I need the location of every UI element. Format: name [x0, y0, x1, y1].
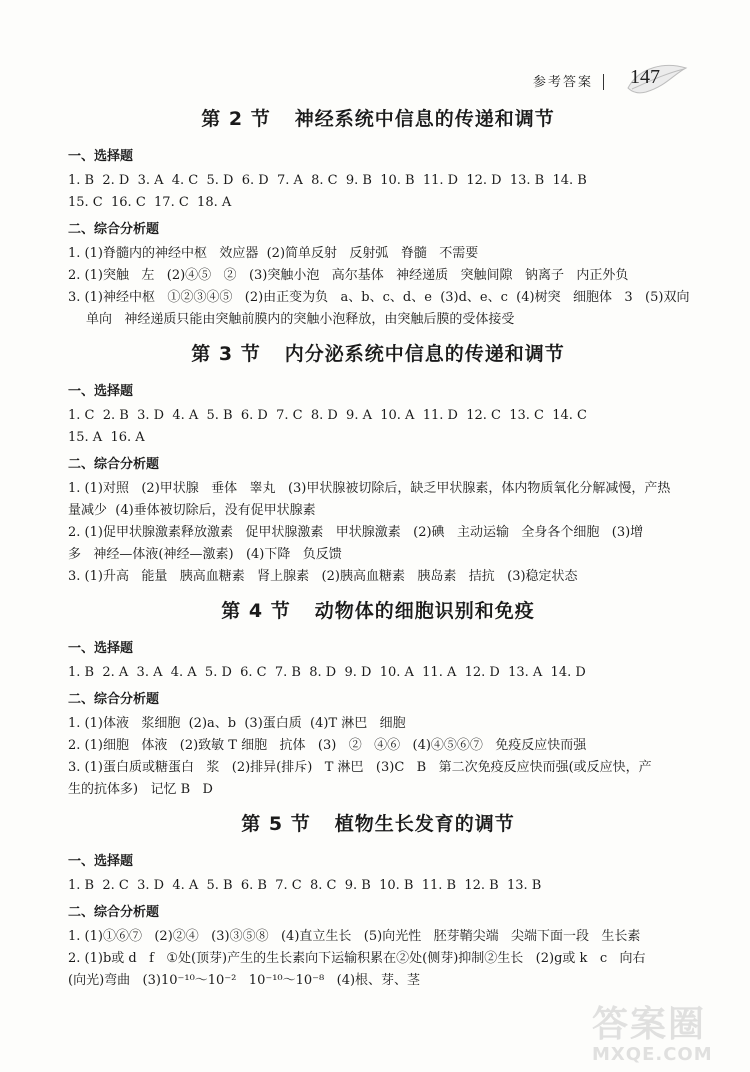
answer-line: 1. (1)体液 浆细胞 (2)a、b (3)蛋白质 (4)T 淋巴 细胞	[68, 716, 406, 731]
page-number: 147	[630, 66, 660, 88]
section-name: 神经系统中信息的传递和调节	[294, 108, 555, 130]
answer-line: (向光)弯曲 (3)10⁻¹⁰～10⁻² 10⁻¹⁰～10⁻⁸ (4)根、芽、茎	[68, 973, 421, 988]
answer-line: 3. (1)神经中枢 ①②③④⑤ (2)由正变为负 a、b、c、d、e (3)d、e、c (4)树突 细胞体 3 (5)双向	[68, 290, 690, 305]
section-number: 第 4 节	[221, 600, 291, 622]
answer-line: 2. (1)突触 左 (2)④⑤ ② (3)突触小泡 高尔基体 神经递质 突触间隙 钠离子 内正外负	[68, 268, 629, 283]
answer-line: 3. (1)蛋白质或糖蛋白 浆 (2)排异(排斥) T 淋巴 (3)C B 第二次免疫反应快而强(或反应快，产	[68, 760, 652, 775]
answer-line: 2. (1)细胞 体液 (2)致敏 T 细胞 抗体 (3) ② ④⑥ (4)④⑤⑥⑦ 免疫反应快而强	[68, 738, 587, 753]
answer-content	[68, 100, 688, 1000]
answer-line: 3. (1)升高 能量 胰高血糖素 肾上腺素 (2)胰高血糖素 胰岛素 拮抗 (3)稳定状态	[68, 569, 578, 584]
section-number: 第 2 节	[201, 108, 271, 130]
analysis-heading: 二、综合分析题	[68, 222, 160, 237]
answer-line: 1. (1)对照 (2)甲状腺 垂体 睾丸 (3)甲状腺被切除后，缺乏甲状腺素，体内物质氧化分解减慢，产热	[68, 481, 671, 496]
choice-heading: 一、选择题	[68, 641, 134, 656]
answer-line: 2. (1)b或 d f ①处(顶芽)产生的生长素向下运输积累在②处(侧芽)抑制②生长 (2)g或 k c 向右	[68, 951, 646, 966]
section-name: 动物体的细胞识别和免疫	[314, 600, 535, 622]
page-header	[533, 62, 688, 96]
analysis-heading: 二、综合分析题	[68, 905, 160, 920]
section-title	[68, 809, 688, 836]
answer-line: 15. A 16. A	[68, 430, 145, 445]
watermark-logo: 答案圈	[592, 1004, 707, 1045]
section-4	[68, 596, 688, 801]
choice-heading: 一、选择题	[68, 854, 134, 869]
answer-line: 15. C 16. C 17. C 18. A	[68, 195, 232, 210]
answer-line: 1. B 2. C 3. D 4. A 5. B 6. B 7. C 8. C 9. B 10. B 11. B 12. B 13. B	[68, 878, 542, 893]
section-5	[68, 809, 688, 992]
answer-line: 量减少 (4)垂体被切除后，没有促甲状腺素	[68, 503, 316, 518]
section-3	[68, 339, 688, 588]
analysis-heading: 二、综合分析题	[68, 457, 160, 472]
section-2	[68, 104, 688, 331]
section-title	[68, 104, 688, 131]
section-name: 植物生长发育的调节	[334, 813, 515, 835]
answer-line: 1. (1)脊髓内的神经中枢 效应器 (2)简单反射 反射弧 脊髓 不需要	[68, 246, 479, 261]
section-title	[68, 339, 688, 366]
section-title	[68, 596, 688, 623]
header-label: 参考答案	[532, 75, 593, 90]
answer-line: 生的抗体多) 记忆 B D	[68, 782, 213, 797]
choice-heading: 一、选择题	[68, 149, 134, 164]
watermark-url: MXQE.COM	[592, 1044, 713, 1065]
answer-line: 1. B 2. A 3. A 4. A 5. D 6. C 7. B 8. D 9. D 10. A 11. A 12. D 13. A 14. D	[68, 665, 586, 680]
answer-line: 1. (1)①⑥⑦ (2)②④ (3)③⑤⑧ (4)直立生长 (5)向光性 胚芽鞘尖端 尖端下面一段 生长素	[68, 929, 641, 944]
header-divider	[603, 74, 604, 90]
page-number-badge	[626, 62, 688, 96]
analysis-heading: 二、综合分析题	[68, 692, 160, 707]
answer-line: 2. (1)促甲状腺激素释放激素 促甲状腺激素 甲状腺激素 (2)碘 主动运输 全身各个细胞 (3)增	[68, 525, 644, 540]
section-number: 第 5 节	[241, 813, 311, 835]
section-number: 第 3 节	[191, 343, 261, 365]
section-name: 内分泌系统中信息的传递和调节	[284, 343, 565, 365]
answer-line: 单向 神经递质只能由突触前膜内的突触小泡释放，由突触后膜的受体接受	[86, 312, 515, 327]
watermark	[592, 1006, 742, 1066]
answer-line: 多 神经—体液(神经—激素) (4)下降 负反馈	[68, 547, 342, 562]
answer-line: 1. B 2. D 3. A 4. C 5. D 6. D 7. A 8. C 9. B 10. B 11. D 12. D 13. B 14. B	[68, 173, 587, 188]
answer-line: 1. C 2. B 3. D 4. A 5. B 6. D 7. C 8. D 9. A 10. A 11. D 12. C 13. C 14. C	[68, 408, 587, 423]
choice-heading: 一、选择题	[68, 384, 134, 399]
